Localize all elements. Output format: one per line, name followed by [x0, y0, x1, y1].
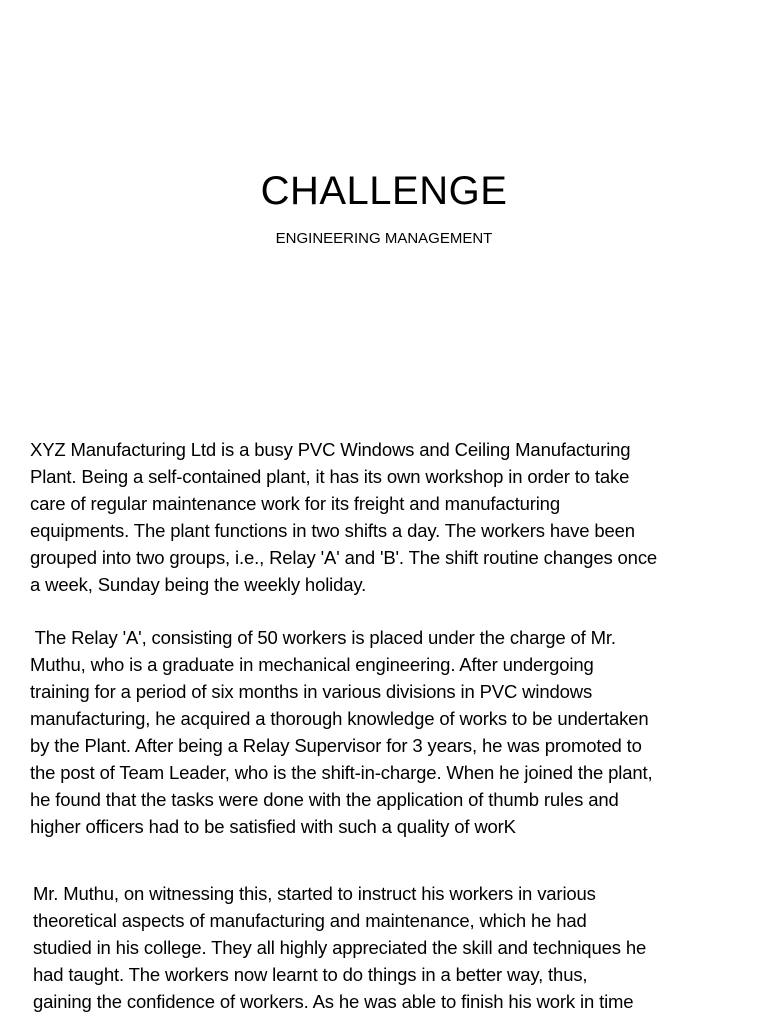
paragraph-line: he found that the tasks were done with the application of thumb rules and: [30, 789, 619, 810]
paragraph-line: studied in his college. They all highly appreciated the skill and techniques he: [33, 937, 647, 958]
paragraph-company-intro: [30, 436, 657, 598]
paragraph-line: manufacturing, he acquired a thorough knowledge of works to be undertaken: [30, 708, 649, 729]
page-title: CHALLENGE: [260, 169, 508, 213]
paragraph-line: Mr. Muthu, on witnessing this, started to instruct his workers in various: [33, 883, 596, 904]
paragraph-line: a week, Sunday being the weekly holiday.: [30, 574, 367, 595]
paragraph-line: by the Plant. After being a Relay Supervisor for 3 years, he was promoted to: [30, 735, 642, 756]
page-subtitle: ENGINEERING MANAGEMENT: [275, 230, 493, 247]
paragraph-line: Plant. Being a self-contained plant, it has its own workshop in order to take: [30, 466, 630, 487]
paragraph-line: training for a period of six months in various divisions in PVC windows: [30, 681, 593, 702]
paragraph-line: theoretical aspects of manufacturing and maintenance, which he had: [33, 910, 587, 931]
paragraph-relay-a: [30, 624, 653, 840]
paragraph-line: had taught. The workers now learnt to do things in a better way, thus,: [33, 964, 588, 985]
paragraph-line: gaining the confidence of workers. As he was able to finish his work in time: [33, 991, 634, 1012]
paragraph-line: equipments. The plant functions in two shifts a day. The workers have been: [30, 520, 635, 541]
paragraph-line: care of regular maintenance work for its freight and manufacturing: [30, 493, 560, 514]
paragraph-line: Muthu, who is a graduate in mechanical engineering. After undergoing: [30, 654, 594, 675]
paragraph-line: grouped into two groups, i.e., Relay 'A' and 'B'. The shift routine changes once: [30, 547, 658, 568]
paragraph-line: XYZ Manufacturing Ltd is a busy PVC Windows and Ceiling Manufacturing: [30, 439, 631, 460]
paragraph-line: higher officers had to be satisfied with such a quality of worK: [30, 816, 516, 837]
paragraph-line: The Relay 'A', consisting of 50 workers is placed under the charge of Mr.: [30, 627, 616, 648]
paragraph-mr-muthu: [33, 880, 646, 1015]
paragraph-line: the post of Team Leader, who is the shift-in-charge. When he joined the plant,: [30, 762, 653, 783]
